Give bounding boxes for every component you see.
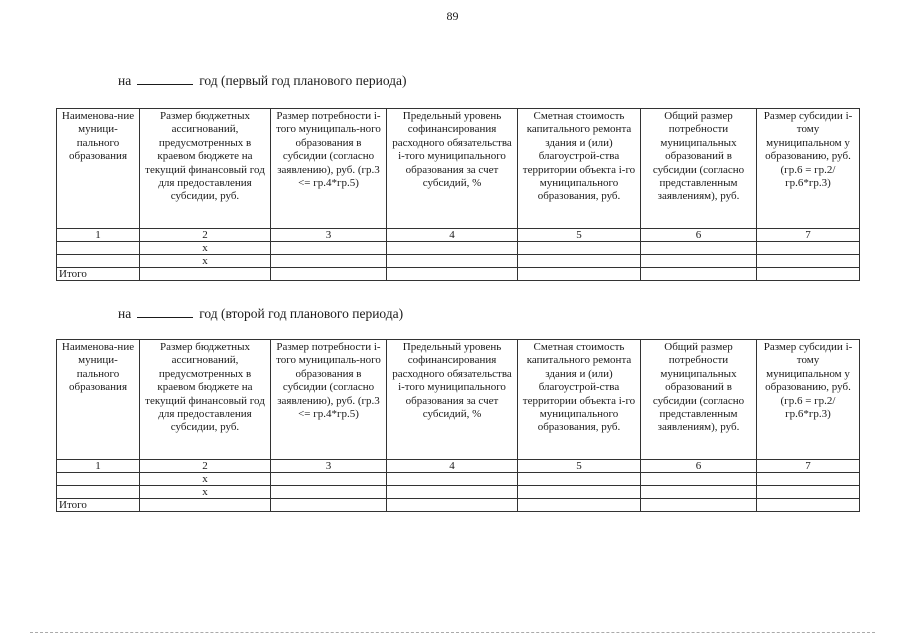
page-bottom-divider [30,632,875,633]
table-cell [757,255,860,268]
table-cell [387,486,518,499]
section-1-prefix: на [118,73,132,88]
table-cell: х [140,473,271,486]
table-cell: х [140,255,271,268]
table-cell [57,486,140,499]
section-1-heading [118,73,407,89]
column-number: 2 [140,460,271,473]
section-2-suffix: год (второй год планового периода) [199,306,404,321]
table-cell [641,499,757,512]
table-cell [57,473,140,486]
table-cell: х [140,242,271,255]
table-cell [271,268,387,281]
table-cell [387,242,518,255]
column-number: 1 [57,460,140,473]
column-number-row [57,460,860,473]
header-cell: Сметная стоимость капитального ремонта здания и (или) благоустрой-ства территории объекта i-го муниципального образования, руб. [518,109,641,229]
table-row [57,473,860,486]
table-cell [57,255,140,268]
header-cell: Размер субсидии i-тому муниципальном у образованию, руб. (гр.6 = гр.2/гр.6*гр.3) [757,109,860,229]
subsidy-table-1 [56,108,860,281]
table-cell [641,242,757,255]
table-header-row [57,109,860,229]
section-1-suffix: год (первый год планового периода) [199,73,407,88]
table-cell [140,499,271,512]
header-cell: Общий размер потребности муниципальных образований в субсидии (согласно представленным заявлениям), руб. [641,109,757,229]
section-2-heading [118,306,403,322]
column-number: 3 [271,229,387,242]
table-cell [757,486,860,499]
column-number: 6 [641,460,757,473]
year-blank [137,307,193,318]
column-number: 4 [387,460,518,473]
column-number: 5 [518,229,641,242]
subsidy-table-2 [56,339,860,512]
table-cell [641,255,757,268]
header-cell: Предельный уровень софинансирования расходного обязательства i-того муниципального образования за счет субсидий, % [387,340,518,460]
table-cell [387,499,518,512]
table-cell [641,473,757,486]
column-number: 4 [387,229,518,242]
column-number: 1 [57,229,140,242]
table-cell [757,268,860,281]
column-number: 2 [140,229,271,242]
table-cell [271,486,387,499]
header-cell: Предельный уровень софинансирования расходного обязательства i-того муниципального образования за счет субсидий, % [387,109,518,229]
year-blank [137,74,193,85]
header-cell: Сметная стоимость капитального ремонта здания и (или) благоустрой-ства территории объекта i-го муниципального образования, руб. [518,340,641,460]
header-cell: Размер бюджетных ассигнований, предусмотренных в краевом бюджете на текущий финансовый год для предоставления субсидии, руб. [140,109,271,229]
header-cell: Размер бюджетных ассигнований, предусмотренных в краевом бюджете на текущий финансовый год для предоставления субсидии, руб. [140,340,271,460]
header-cell: Размер потребности i-того муниципаль-ного образования в субсидии (согласно заявлению), руб. (гр.3 <= гр.4*гр.5) [271,340,387,460]
table-cell [387,255,518,268]
header-cell: Размер потребности i-того муниципаль-ного образования в субсидии (согласно заявлению), руб. (гр.3 <= гр.4*гр.5) [271,109,387,229]
section-2-prefix: на [118,306,132,321]
page-number: 89 [446,9,459,23]
table-cell [518,255,641,268]
header-cell: Наименова-ние муници-пального образования [57,340,140,460]
total-label: Итого [57,268,140,281]
table-cell [140,268,271,281]
table-cell [271,255,387,268]
table-cell [641,268,757,281]
table-cell [518,268,641,281]
table-row [57,255,860,268]
table-cell: х [140,486,271,499]
table-cell [757,499,860,512]
table-cell [271,499,387,512]
table-cell [271,473,387,486]
header-cell: Наименова-ние муници-пального образования [57,109,140,229]
column-number: 5 [518,460,641,473]
total-row [57,499,860,512]
table-header-row [57,340,860,460]
header-cell: Размер субсидии i-тому муниципальном у образованию, руб. (гр.6 = гр.2/гр.6*гр.3) [757,340,860,460]
total-label: Итого [57,499,140,512]
table-row [57,242,860,255]
column-number: 6 [641,229,757,242]
table-cell [641,486,757,499]
table-cell [757,242,860,255]
table-cell [518,242,641,255]
total-row [57,268,860,281]
table-cell [387,268,518,281]
header-cell: Общий размер потребности муниципальных образований в субсидии (согласно представленным заявлениям), руб. [641,340,757,460]
table-cell [518,486,641,499]
table-row [57,486,860,499]
column-number: 3 [271,460,387,473]
table-cell [757,473,860,486]
table-cell [387,473,518,486]
table-cell [271,242,387,255]
table-cell [518,499,641,512]
column-number-row [57,229,860,242]
table-cell [518,473,641,486]
table-cell [57,242,140,255]
column-number: 7 [757,460,860,473]
column-number: 7 [757,229,860,242]
